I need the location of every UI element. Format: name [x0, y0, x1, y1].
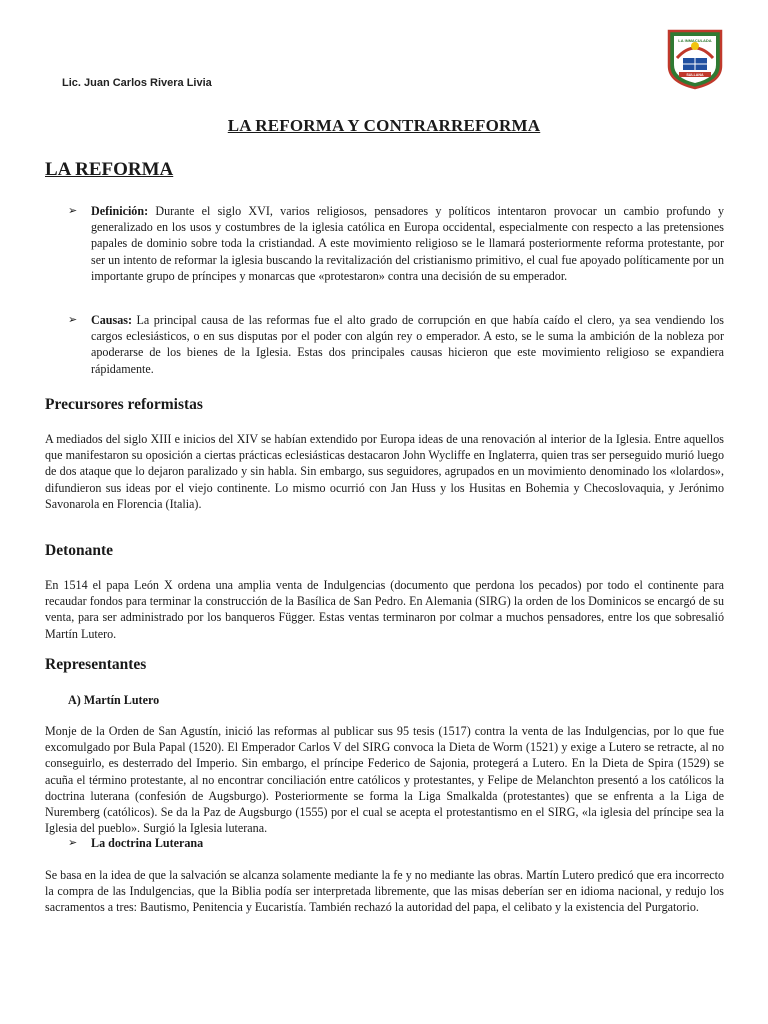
arrowhead-bullet-icon: ➢	[68, 837, 78, 849]
heading-representantes: Representantes	[45, 656, 147, 673]
paragraph-detonante: En 1514 el papa León X ordena una amplia venta de Indulgencias (documento que perdona los pecados) por todo el continente para recaudar fondos para terminar la construcción de la Basílica de San Pedro. En Alemania (SIRG) la orden de los Dominicos se encargó de su venta, para ser administrado por los banqueros Függer. Estas ventas terminaron por colmar a muchos pensadores, entre los que sobresalió Martín Lutero.	[45, 578, 724, 641]
logo-text: LA INMACULADA	[678, 38, 712, 43]
subheading-martin-lutero	[68, 693, 159, 708]
logo-bottom-text: SULLANA	[686, 73, 704, 78]
school-crest-icon	[665, 28, 725, 90]
bullet-causas	[68, 312, 724, 377]
arrowhead-bullet-icon: ➢	[68, 314, 78, 326]
heading-detonante: Detonante	[45, 542, 114, 559]
bullet-label: Definición:	[91, 204, 149, 218]
bullet-text: La principal causa de las reformas fue el alto grado de corrupción en que había caído el clero, ya sea vendiendo los cargos eclesiásticos, o en sus disputas por el poder con algún rey o emperador. A esto, se le suma la ambición de la nobleza por apoderarse de los bienes de la Iglesia. Estas dos principales causas hicieron que este movimiento religioso se expandiera rápidamente.	[91, 313, 724, 376]
bullet-text: Durante el siglo XVI, varios religiosos, pensadores y políticos intentaron provocar un cambio profundo y generalizado en los usos y costumbres de la iglesia católica en Europa occidental, especialmente con respecto a las pretensiones papales de dominio sobre toda la cristiandad. A este movimiento religioso se le llamará posteriormente reforma protestante, por ser un intento de reformar la iglesia buscando la revitalización del cristianismo primitivo, el cual fue apoyado políticamente por un importante grupo de príncipes y monarcas que «protestaron» contra una decisión de su emperador.	[91, 204, 724, 283]
bullet-definicion	[68, 203, 724, 284]
subheading-label: La doctrina Luterana	[91, 836, 204, 850]
author-name: Lic. Juan Carlos Rivera Livia	[62, 77, 212, 89]
subheading-label: A) Martín Lutero	[68, 693, 160, 707]
arrowhead-bullet-icon: ➢	[68, 205, 78, 217]
bullet-label: Causas:	[91, 313, 132, 327]
section-heading-reforma: LA REFORMA	[45, 159, 174, 180]
subheading-doctrina	[68, 836, 203, 851]
paragraph-precursores: A mediados del siglo XIII e inicios del XIV se habían extendido por Europa ideas de una renovación al interior de la Iglesia. Entre aquellos que manifestaron su oposición a ciertas prácticas eclesiásticas destacaron John Wycliffe en Inglaterra, quien tras ser perseguido murió luego de dos ataque que lo dejaron paralizado y sin habla. Sin embargo, sus seguidores, agrupados en un movimiento denominado los «lolardos», difundieron sus ideas por el viejo continente. Lo mismo ocurrió con Jan Huss y los Husitas en Bohemia y Checoslovaquia, y Jerónimo Savonarola en Florencia (Italia).	[45, 432, 724, 511]
paragraph-lutero: Monje de la Orden de San Agustín, inició las reformas al publicar sus 95 tesis (1517) contra la venta de las Indulgencias, por lo que fue excomulgado por Bula Papal (1520). El Emperador Carlos V del SIRG convoca la Dieta de Worm (1521) y exige a Lutero se retracte, al no conseguirlo, es desterrado del Imperio. Sin embargo, el príncipe Federico de Sajonia, protegerá a Lutero. En la Dieta de Spira (1529) se acuña el término protestante, al no encontrar conciliación entre católicos y protestantes, y Felipe de Melanchton presentó a los católicos la doctrina luterana (confesión de Augsburgo). Posteriormente se forma la Liga Smalkalda (protestantes) que se enfrenta a la Liga de Nuremberg (católicos). Se da la Paz de Augsburgo (1555) por el cual se acepta el protestantismo en el SIRG, «la iglesia del príncipe sea la Iglesia del pueblo». Surgió la Iglesia luterana.	[45, 724, 724, 836]
paragraph-doctrina: Se basa en la idea de que la salvación se alcanza solamente mediante la fe y no mediante las obras. Martín Lutero predicó que era incorrecto la compra de las Indulgencias, que la Biblia podía ser interpretada libremente, que las misas deberían ser en idioma nacional, y redujo los sacramentos a tres: Bautismo, Penitencia y Eucaristía. También rechazó la autoridad del papa, el celibato y la existencia del Purgatorio.	[45, 868, 724, 915]
document-title: LA REFORMA Y CONTRARREFORMA	[227, 116, 541, 135]
heading-precursores: Precursores reformistas	[45, 396, 203, 413]
